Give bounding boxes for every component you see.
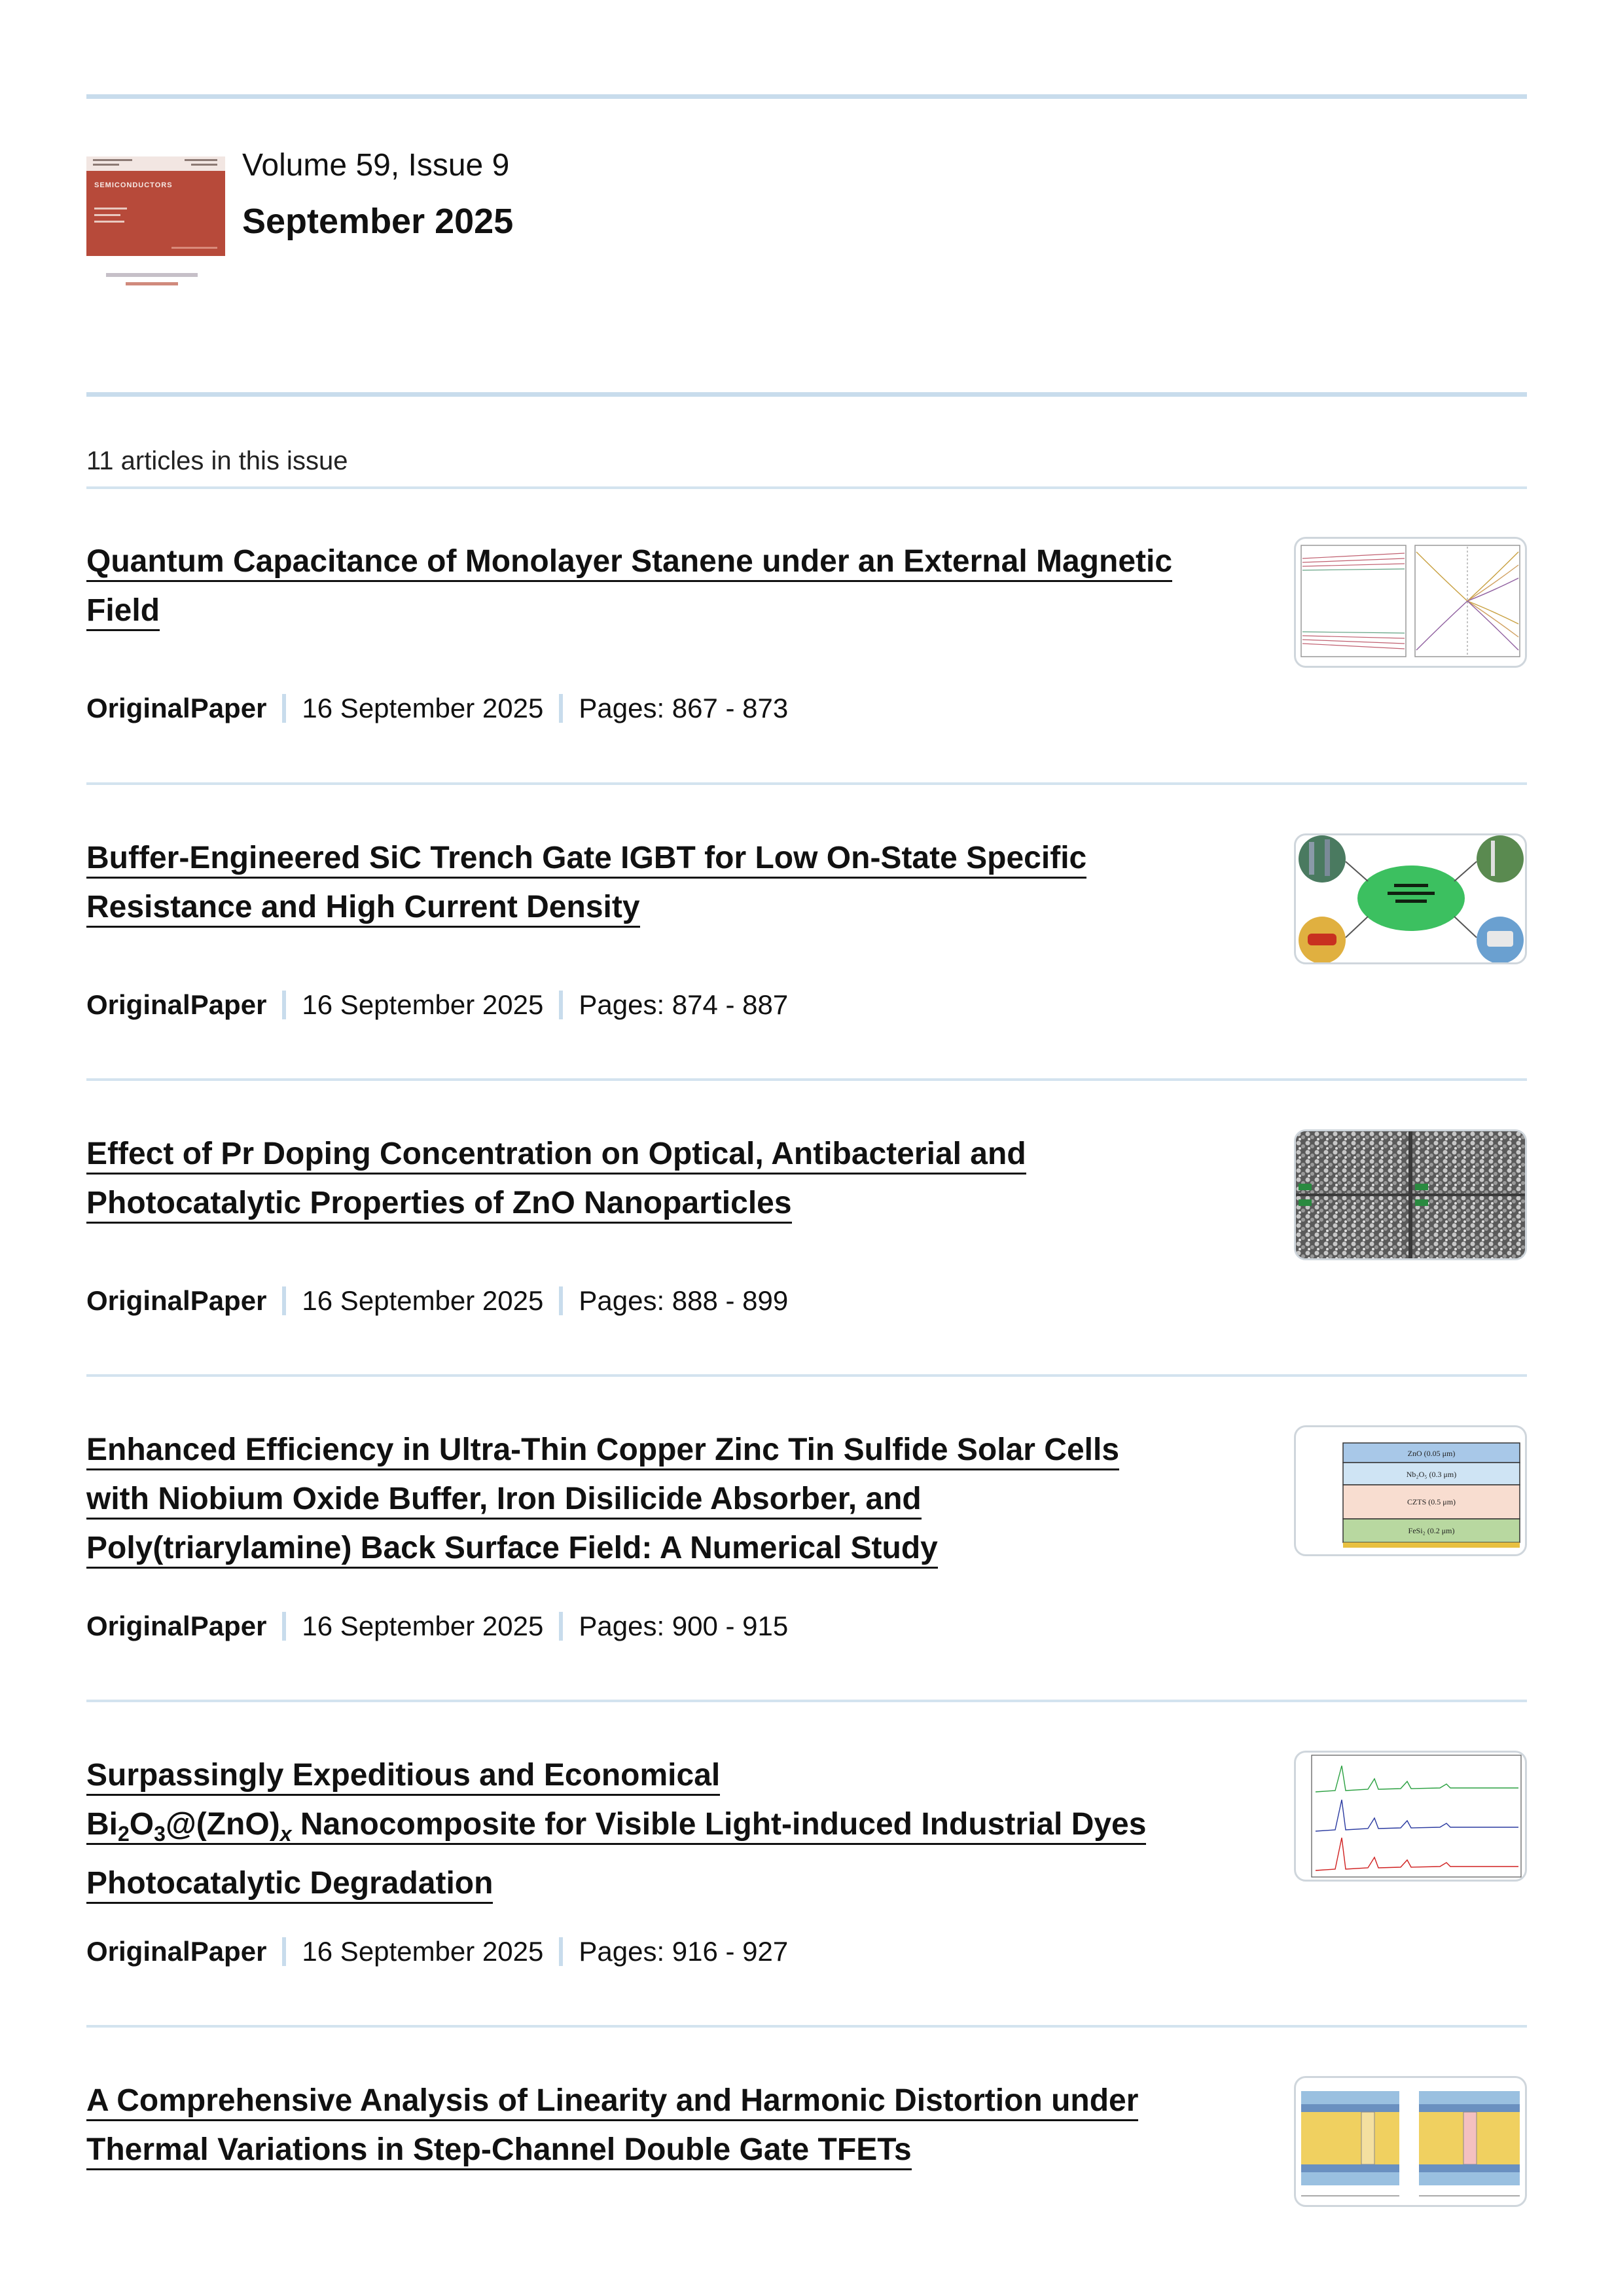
article-date: 16 September 2025: [302, 1285, 544, 1316]
article-item: [86, 1751, 1527, 1993]
article-item: [86, 537, 1527, 753]
article-date: 16 September 2025: [302, 693, 544, 723]
layer-label: CZTS (0.5 μm): [1407, 1497, 1456, 1506]
list-divider: [86, 486, 1527, 489]
article-divider: [86, 1700, 1527, 1702]
tfet-structure-icon[interactable]: [1294, 2076, 1527, 2207]
magnetic-field-plot-icon[interactable]: [1294, 537, 1527, 668]
article-divider: [86, 782, 1527, 785]
article-meta: [86, 989, 788, 1021]
xrd-spectra-icon[interactable]: [1294, 1751, 1527, 1882]
article-pages: Pages: 900 - 915: [579, 1611, 789, 1641]
article-meta: [86, 1611, 788, 1642]
article-meta: [86, 1285, 788, 1317]
article-title-link[interactable]: Effect of Pr Doping Concentration on Optical, Antibacterial and Photocatalytic Properties of ZnO Nanoparticles: [86, 1129, 1238, 1228]
article-date: 16 September 2025: [302, 989, 544, 1020]
article-item: [86, 2076, 1527, 2207]
article-divider: [86, 1374, 1527, 1377]
layer-label: ZnO (0.05 μm): [1407, 1449, 1456, 1458]
article-pages: Pages: 888 - 899: [579, 1285, 789, 1316]
article-item: [86, 833, 1527, 1049]
cover-title: SEMICONDUCTORS: [94, 181, 173, 189]
article-pages: Pages: 916 - 927: [579, 1936, 789, 1967]
article-item: [86, 1425, 1527, 1667]
article-title-link[interactable]: A Comprehensive Analysis of Linearity and Harmonic Distortion under Thermal Variations in Step-Channel Double Gate TFETs: [86, 2076, 1238, 2174]
top-divider: [86, 94, 1527, 99]
article-pages: Pages: 867 - 873: [579, 693, 789, 723]
article-date: 16 September 2025: [302, 1611, 544, 1641]
article-divider: [86, 2025, 1527, 2028]
article-meta: [86, 1936, 788, 1967]
article-title-link[interactable]: Buffer-Engineered SiC Trench Gate IGBT for Low On-State Specific Resistance and High Current Density: [86, 833, 1238, 932]
issue-date: September 2025: [242, 202, 514, 241]
article-type: OriginalPaper: [86, 989, 267, 1020]
article-type: OriginalPaper: [86, 1611, 267, 1641]
article-title-link[interactable]: Quantum Capacitance of Monolayer Stanene under an External Magnetic Field: [86, 537, 1238, 635]
journal-cover-image[interactable]: [86, 156, 225, 287]
solar-cell-layers-icon[interactable]: [1294, 1425, 1527, 1556]
article-title-link[interactable]: Enhanced Efficiency in Ultra-Thin Copper Zinc Tin Sulfide Solar Cells with Niobium Oxide Buffer, Iron Disilicide Absorber, and Poly(triarylamine) Back Surface Field: A Numerical Study: [86, 1425, 1238, 1573]
article-meta: [86, 693, 788, 724]
header-divider: [86, 392, 1527, 397]
publisher-logo-icon: [106, 273, 198, 277]
article-title-link[interactable]: Surpassingly Expeditious and Economical $Bi_2O_3@(ZnO)_x$ Nanocomposite for Visible Light-induced Industrial Dyes Photocatalytic Degradation: [86, 1751, 1238, 1908]
article-pages: Pages: 874 - 887: [579, 989, 789, 1020]
article-divider: [86, 1078, 1527, 1081]
volume-label: Volume 59, Issue 9: [242, 148, 510, 183]
sem-micrographs-icon[interactable]: [1294, 1129, 1527, 1260]
article-type: OriginalPaper: [86, 693, 267, 723]
layer-label: Nb₂O₅ (0.3 μm): [1406, 1470, 1457, 1479]
issue-header: [86, 141, 1527, 357]
article-count: 11 articles in this issue: [86, 446, 348, 475]
article-date: 16 September 2025: [302, 1936, 544, 1967]
power-devices-diagram-icon[interactable]: [1294, 833, 1527, 964]
article-type: OriginalPaper: [86, 1936, 267, 1967]
layer-label: FeSi₂ (0.2 μm): [1408, 1526, 1455, 1535]
article-type: OriginalPaper: [86, 1285, 267, 1316]
article-item: [86, 1129, 1527, 1345]
